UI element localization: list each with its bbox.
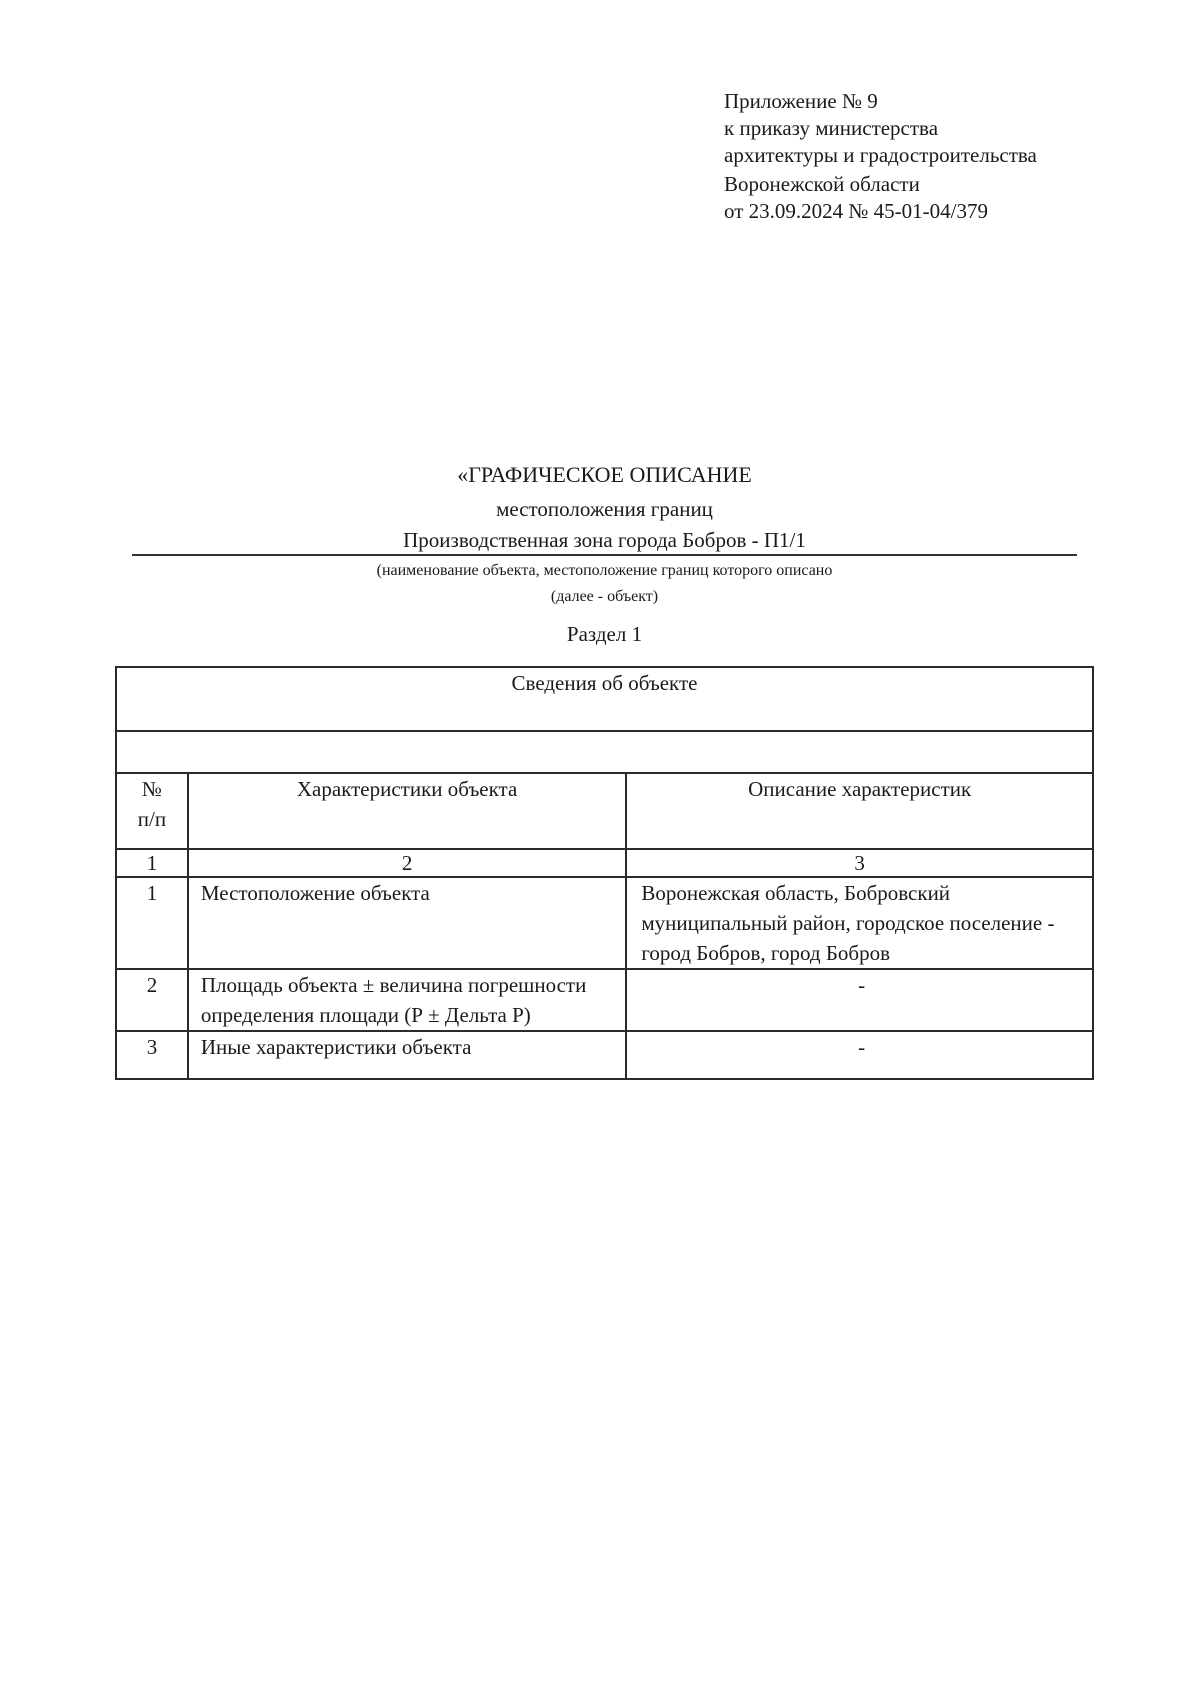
title-block	[132, 460, 1077, 648]
table-header-row	[116, 773, 1093, 849]
row-number: 2	[116, 969, 188, 1031]
column-index: 3	[626, 849, 1093, 877]
column-header-description: Описание характеристик	[626, 773, 1093, 849]
column-index: 2	[188, 849, 626, 877]
table-title: Сведения об объекте	[116, 667, 1093, 731]
table-empty-row	[116, 731, 1093, 773]
object-name: Производственная зона города Бобров - П1/1	[132, 526, 1077, 556]
column-header-number-line2: п/п	[137, 807, 167, 831]
column-header-number-line1: №	[141, 777, 162, 801]
row-number: 1	[116, 877, 188, 969]
table-empty-cell	[116, 731, 1093, 773]
object-info-table	[115, 666, 1094, 1080]
table-row	[116, 1031, 1093, 1079]
row-number: 3	[116, 1031, 188, 1079]
object-name-caption: (наименование объекта, местоположение границ которого описано	[376, 562, 833, 579]
column-header-number	[116, 773, 188, 849]
table-row	[116, 969, 1093, 1031]
row-characteristic: Иные характеристики объекта	[188, 1031, 626, 1079]
column-header-characteristics: Характеристики объекта	[188, 773, 626, 849]
appendix-block	[724, 88, 1037, 225]
table-index-row	[116, 849, 1093, 877]
row-description: -	[626, 1031, 1093, 1079]
appendix-line: Воронежской области	[724, 172, 920, 196]
document-title: «ГРАФИЧЕСКОЕ ОПИСАНИЕ	[457, 462, 752, 487]
section-title: Раздел 1	[566, 622, 643, 646]
column-index: 1	[116, 849, 188, 877]
row-description: Воронежская область, Бобровский муниципальный район, городское поселение - город Бобров, город Бобров	[626, 877, 1093, 969]
table-row	[116, 877, 1093, 969]
table-title-row	[116, 667, 1093, 731]
row-description: -	[626, 969, 1093, 1031]
row-characteristic: Местоположение объекта	[188, 877, 626, 969]
appendix-line: Приложение № 9	[724, 89, 878, 113]
row-characteristic: Площадь объекта ± величина погрешности определения площади (Р ± Дельта Р)	[188, 969, 626, 1031]
document-subtitle: местоположения границ	[496, 497, 713, 521]
appendix-line: архитектуры и градостроительства	[724, 143, 1037, 167]
object-name-caption-2: (далее - объект)	[550, 588, 659, 605]
appendix-line: к приказу министерства	[724, 116, 939, 140]
appendix-line: от 23.09.2024 № 45-01-04/379	[724, 199, 989, 223]
